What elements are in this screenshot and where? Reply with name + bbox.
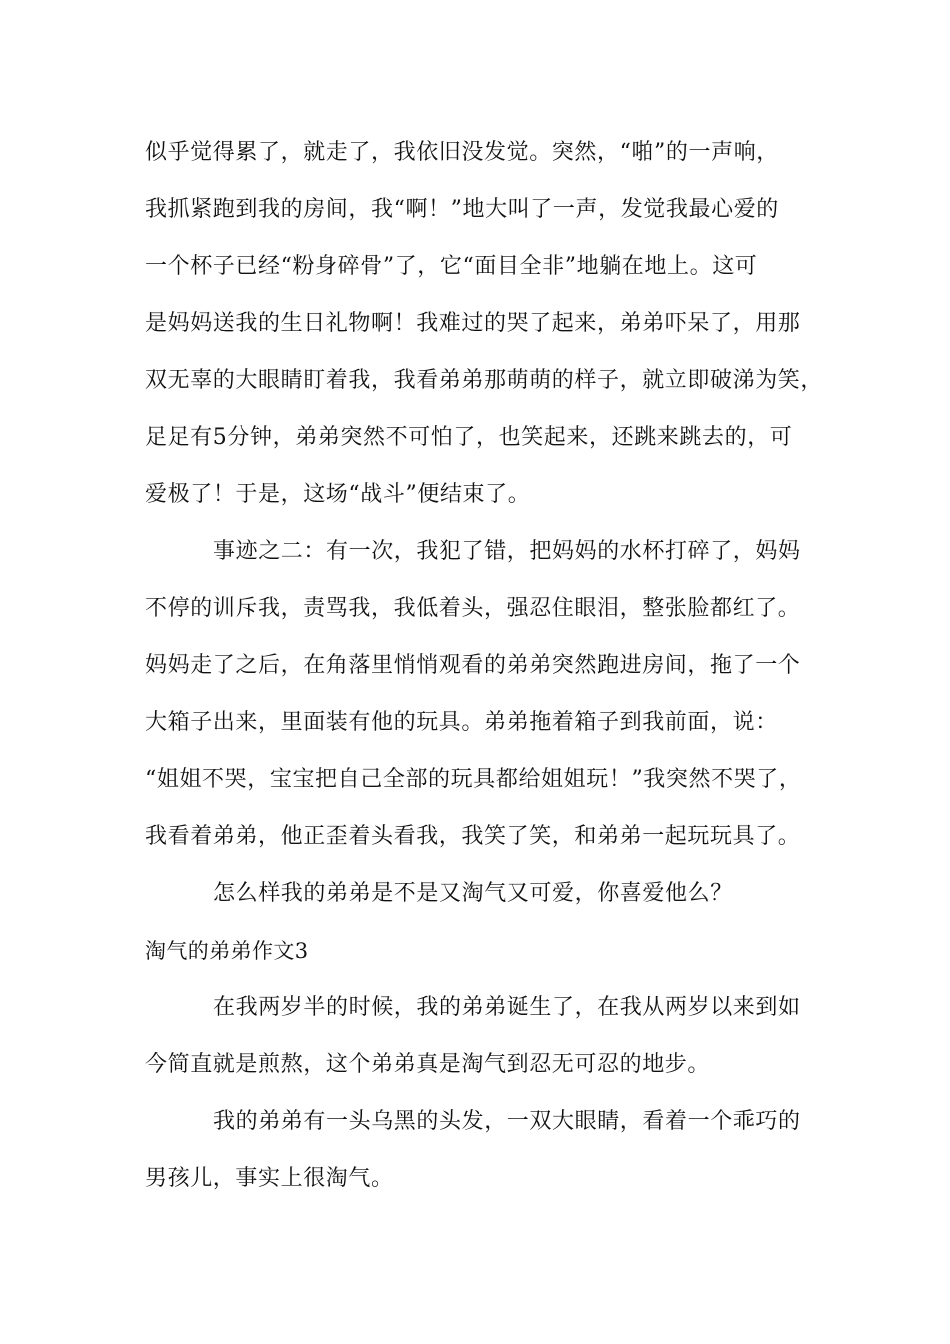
text-line: 是妈妈送我的生日礼物啊！我难过的哭了起来，弟弟吓呆了，用那 [145, 311, 801, 336]
text-line: 不停的训斥我，责骂我，我低着头，强忍住眼泪，整张脸都红了。 [145, 596, 801, 621]
text-line: 足足有5分钟，弟弟突然不可怕了，也笑起来，还跳来跳去的，可 [145, 425, 793, 450]
paragraph-start-line: 事迹之二：有一次，我犯了错，把妈妈的水杯打碎了，妈妈 [213, 539, 801, 564]
text-line: 男孩儿，事实上很淘气。 [145, 1166, 394, 1191]
text-line: 我看着弟弟，他正歪着头看我，我笑了笑，和弟弟一起玩玩具了。 [145, 824, 801, 849]
text-line: 妈妈走了之后，在角落里悄悄观看的弟弟突然跑进房间，拖了一个 [145, 653, 801, 678]
paragraph-start-line: 在我两岁半的时候，我的弟弟诞生了，在我从两岁以来到如 [213, 995, 801, 1020]
text-line: 双无辜的大眼睛盯着我，我看弟弟那萌萌的样子，就立即破涕为笑， [145, 368, 824, 393]
text-line: 大箱子出来，里面装有他的玩具。弟弟拖着箱子到我前面，说： [145, 710, 778, 735]
text-line: “姐姐不哭，宝宝把自己全部的玩具都给姐姐玩！”我突然不哭了， [145, 767, 802, 792]
paragraph-start-line: 我的弟弟有一头乌黑的头发，一双大眼睛，看着一个乖巧的 [213, 1109, 801, 1134]
text-line: 我抓紧跑到我的房间，我“啊！”地大叫了一声，发觉我最心爱的 [145, 197, 779, 222]
text-line: 今简直就是煎熬，这个弟弟真是淘气到忍无可忍的地步。 [145, 1052, 711, 1077]
paragraph-start-line: 怎么样我的弟弟是不是又淘气又可爱，你喜爱他么？ [213, 881, 733, 906]
text-line: 一个杯子已经“粉身碎骨”了，它“面目全非”地躺在地上。这可 [145, 254, 758, 279]
text-line: 爱极了！于是，这场“战斗”便结束了。 [145, 482, 531, 507]
section-heading: 淘气的弟弟作文3 [145, 939, 309, 963]
text-line: 似乎觉得累了，就走了，我依旧没发觉。突然，“啪”的一声响， [145, 140, 779, 165]
